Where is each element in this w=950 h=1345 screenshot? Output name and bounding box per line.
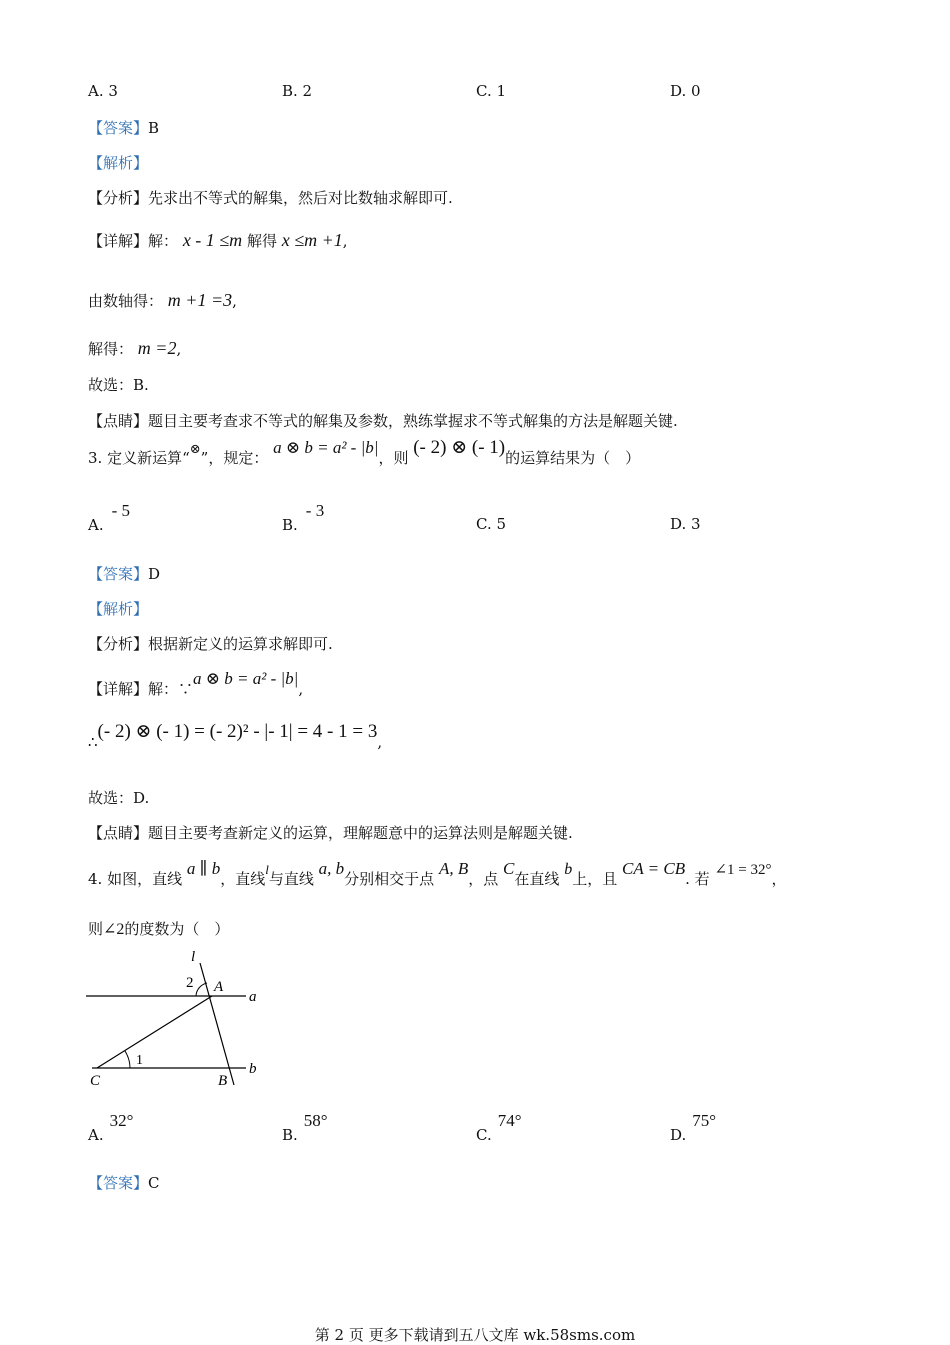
q2-equation-1: m +1 =3 <box>167 290 233 310</box>
q2-answer-line <box>88 117 159 138</box>
xiangjie-prefix: 解：∵ <box>148 680 194 698</box>
q2-solution: x ≤m +1 <box>281 230 343 250</box>
q3-because-def: a ⊗ b = a² - |b| <box>193 669 299 688</box>
xiangjie-prefix: 解： <box>148 232 179 250</box>
q3-analysis-tag: 【解析】 <box>88 600 149 618</box>
fenxi-text: 根据新定义的运算求解即可. <box>148 635 333 653</box>
q3-calculation: (- 2) ⊗ (- 1) = (- 2)² - |- 1| = 4 - 1 = 3 <box>97 721 378 742</box>
label-2: 2 <box>186 975 194 991</box>
label-A: A <box>214 979 224 995</box>
q3-dianjing-line: 【点睛】题目主要考查新定义的运算，理解题意中的运算法则是解题关键. <box>88 824 573 842</box>
label-C: C <box>90 1073 101 1089</box>
q2-solve-line: 解得： m =2, <box>88 338 182 358</box>
q2-dianjing-line <box>88 410 678 431</box>
answer-value: B <box>148 119 160 137</box>
angle-1-arc <box>125 1051 130 1068</box>
answer-tag: 【答案】 <box>88 119 149 137</box>
label-l: l <box>191 949 196 965</box>
q4-option-d: D.75° <box>670 1111 717 1144</box>
q4-stem-2: 则∠2的度数为（ ） <box>88 920 230 938</box>
label-B: B <box>218 1073 228 1089</box>
q4-ca-cb: CA = CB <box>621 859 686 878</box>
q2-number-line-result: 由数轴得： m +1 =3, <box>88 290 237 310</box>
fenxi-tag: 【分析】 <box>88 189 149 207</box>
q2-option-c: C. 1 <box>476 82 507 100</box>
q4-option-c: C.74° <box>476 1111 522 1144</box>
label-b: b <box>249 1061 257 1077</box>
q2-xiangjie-line: 【详解】解： x - 1 ≤m 解得 x ≤m +1, <box>88 230 348 250</box>
q3-option-d: D. 3 <box>670 515 701 533</box>
q4-geometry-figure <box>80 945 280 1095</box>
dianjing-tag: 【点睛】 <box>88 412 149 430</box>
shuzhou-text: 由数轴得： <box>88 292 164 310</box>
q2-inequality: x - 1 ≤m <box>182 230 243 250</box>
q3-option-c: C. 5 <box>476 515 507 533</box>
q3-option-b: B.- 3 <box>282 501 325 534</box>
q2-analysis-tag: 【解析】 <box>88 154 149 172</box>
angle-2-arc <box>196 983 207 996</box>
q3-expression: (- 2) ⊗ (- 1) <box>413 437 506 458</box>
q4-angle2: ∠2 <box>103 921 125 938</box>
answer-value: C <box>148 1174 160 1192</box>
label-1: 1 <box>136 1053 143 1068</box>
dianjing-text: 题目主要考查求不等式的解集及参数，熟练掌握求不等式解集的方法是解题关键. <box>148 412 678 430</box>
page-footer: 第 2 页 更多下载请到五八文库 wk.58sms.com <box>314 1326 636 1344</box>
q4-option-b: B.58° <box>282 1111 328 1144</box>
q3-stem <box>88 437 641 469</box>
therefore-symbol: ∴ <box>88 733 98 751</box>
q4-parallel: a ∥ b <box>186 859 221 878</box>
otimes-symbol: ⊗ <box>189 441 201 456</box>
q2-option-a: A. 3 <box>88 82 118 100</box>
q3-calc-line: ∴(- 2) ⊗ (- 1) = (- 2)² - |- 1| = 4 - 1 = 3, <box>88 721 383 751</box>
segment-ca <box>97 996 212 1068</box>
q3-answer-line: 【答案】D <box>88 565 161 583</box>
label-a: a <box>249 989 257 1005</box>
answer-value: D <box>148 565 161 583</box>
q3-definition: a ⊗ b = a² - |b| <box>273 438 379 457</box>
q2-fenxi-line <box>88 187 453 208</box>
q3-option-a: A.- 5 <box>88 501 131 534</box>
dianjing-text: 题目主要考查新定义的运算，理解题意中的运算法则是解题关键. <box>148 824 573 842</box>
jiede-text: 解得： <box>88 340 134 358</box>
q2-choice: 故选：B. <box>88 376 149 394</box>
q2-option-b: B. 2 <box>282 82 313 100</box>
q3-stem-b: ”，规定： <box>200 449 269 467</box>
q3-stem-d: 的运算结果为（ ） <box>505 449 641 467</box>
q3-fenxi-line: 【分析】根据新定义的运算求解即可. <box>88 635 333 653</box>
jiede-word: 解得 <box>246 232 277 250</box>
q3-stem-c: ，则 <box>378 449 409 467</box>
q4-angle1: ∠1 = 32° <box>714 862 772 878</box>
q4-answer-line: 【答案】C <box>88 1174 160 1192</box>
q4-option-a: A.32° <box>88 1111 134 1144</box>
q4-stem: 4. 如图，直线 a ∥ b，直线l与直线 a, b分别相交于点 A, B，点 C在直线 b上，且 CA = CB. 若 ∠1 = 32°， <box>88 859 787 888</box>
q3-stem-a: 3. 定义新运算“ <box>88 449 190 467</box>
fenxi-text: 先求出不等式的解集，然后对比数轴求解即可. <box>148 189 453 207</box>
xiangjie-tag: 【详解】 <box>88 232 149 250</box>
q2-option-d: D. 0 <box>670 82 701 100</box>
q3-choice: 故选：D. <box>88 789 150 807</box>
q2-equation-2: m =2 <box>137 338 177 358</box>
q3-xiangjie-line: 【详解】解：∵a ⊗ b = a² - |b|, <box>88 669 304 698</box>
